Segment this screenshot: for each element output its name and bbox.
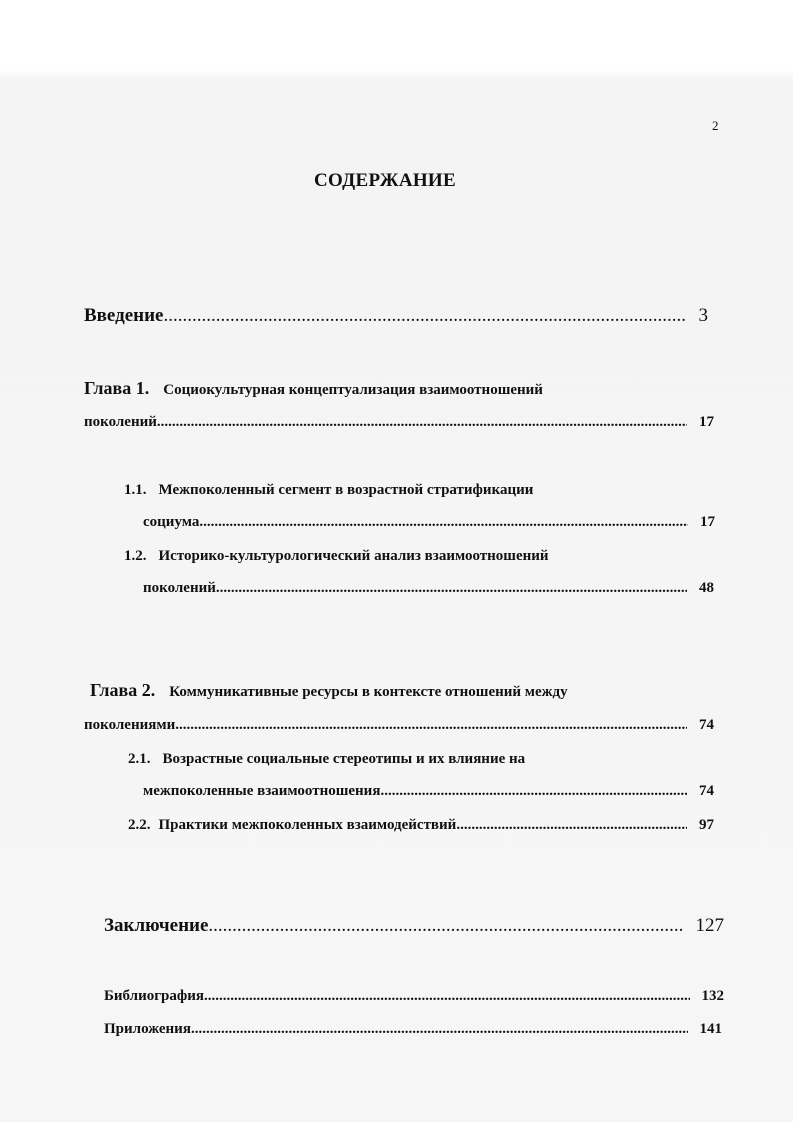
toc-entry-page: 127 (695, 915, 724, 936)
chapter-number: Глава 1. (84, 378, 150, 398)
toc-entry-label (128, 817, 456, 834)
toc-entry-section-1-2[interactable] (143, 580, 714, 597)
toc-entry-section-2-2[interactable] (128, 817, 714, 834)
toc-title: СОДЕРЖАНИЕ (314, 170, 456, 191)
section-1-2-heading[interactable] (124, 547, 549, 565)
toc-entry-section-1-1[interactable] (143, 514, 715, 531)
section-1-1-heading[interactable] (124, 481, 533, 499)
toc-entry-label: поколениями (84, 717, 176, 733)
toc-entry-label: межпоколенные взаимоотношения (143, 783, 381, 799)
toc-entry-page: 17 (700, 514, 715, 530)
section-number: 2.1. (128, 751, 151, 767)
toc-entry-intro[interactable] (84, 305, 708, 327)
leader-dots (456, 817, 687, 834)
toc-entry-label: Приложения (104, 1021, 191, 1037)
toc-entry-page: 97 (699, 817, 714, 833)
toc-entry-page: 74 (699, 783, 714, 799)
toc-entry-label: Заключение (104, 915, 209, 936)
section-number: 2.2. (128, 817, 151, 833)
toc-entry-bibliography[interactable] (104, 988, 724, 1005)
section-title: Возрастные социальные стереотипы и их влияние на (162, 751, 526, 767)
toc-entry-page: 48 (699, 580, 714, 596)
section-title: Историко-культурологический анализ взаимоотношений (158, 548, 549, 564)
section-number: 1.2. (124, 548, 147, 564)
leader-dots (164, 305, 687, 327)
chapter-1-heading[interactable] (84, 378, 543, 399)
toc-entry-label: поколений (143, 580, 216, 596)
toc-entry-page: 3 (698, 305, 708, 326)
chapter-number: Глава 2. (90, 680, 156, 700)
toc-entry-chapter-2[interactable] (84, 717, 714, 734)
leader-dots (204, 988, 689, 1005)
toc-entry-label: Введение (84, 305, 164, 326)
leader-dots (380, 783, 687, 800)
chapter-title: Социокультурная концептуализация взаимоотношений (163, 382, 543, 398)
toc-entry-label: поколений (84, 414, 157, 430)
section-2-1-heading[interactable] (128, 750, 525, 768)
toc-entry-page: 132 (701, 988, 724, 1004)
section-title: Межпоколенный сегмент в возрастной стратификации (158, 482, 534, 498)
chapter-title: Коммуникативные ресурсы в контексте отношений между (169, 684, 568, 700)
toc-entry-conclusion[interactable] (104, 915, 724, 937)
section-title: Практики межпоколенных взаимодействий (158, 817, 457, 833)
toc-entry-chapter-1[interactable] (84, 414, 714, 431)
chapter-2-heading[interactable] (90, 680, 568, 701)
toc-entry-page: 74 (699, 717, 714, 733)
page-number: 2 (712, 118, 719, 133)
leader-dots (175, 717, 687, 734)
toc-entry-page: 141 (699, 1021, 722, 1037)
toc-entry-section-2-1[interactable] (143, 783, 714, 800)
toc-entry-label: социума (143, 514, 200, 530)
section-number: 1.1. (124, 482, 147, 498)
leader-dots (157, 414, 687, 431)
toc-entry-page: 17 (699, 414, 714, 430)
leader-dots (191, 1021, 688, 1038)
leader-dots (208, 915, 683, 937)
leader-dots (199, 514, 688, 531)
toc-entry-appendices[interactable] (104, 1021, 722, 1038)
toc-entry-label: Библиография (104, 988, 205, 1004)
leader-dots (216, 580, 687, 597)
